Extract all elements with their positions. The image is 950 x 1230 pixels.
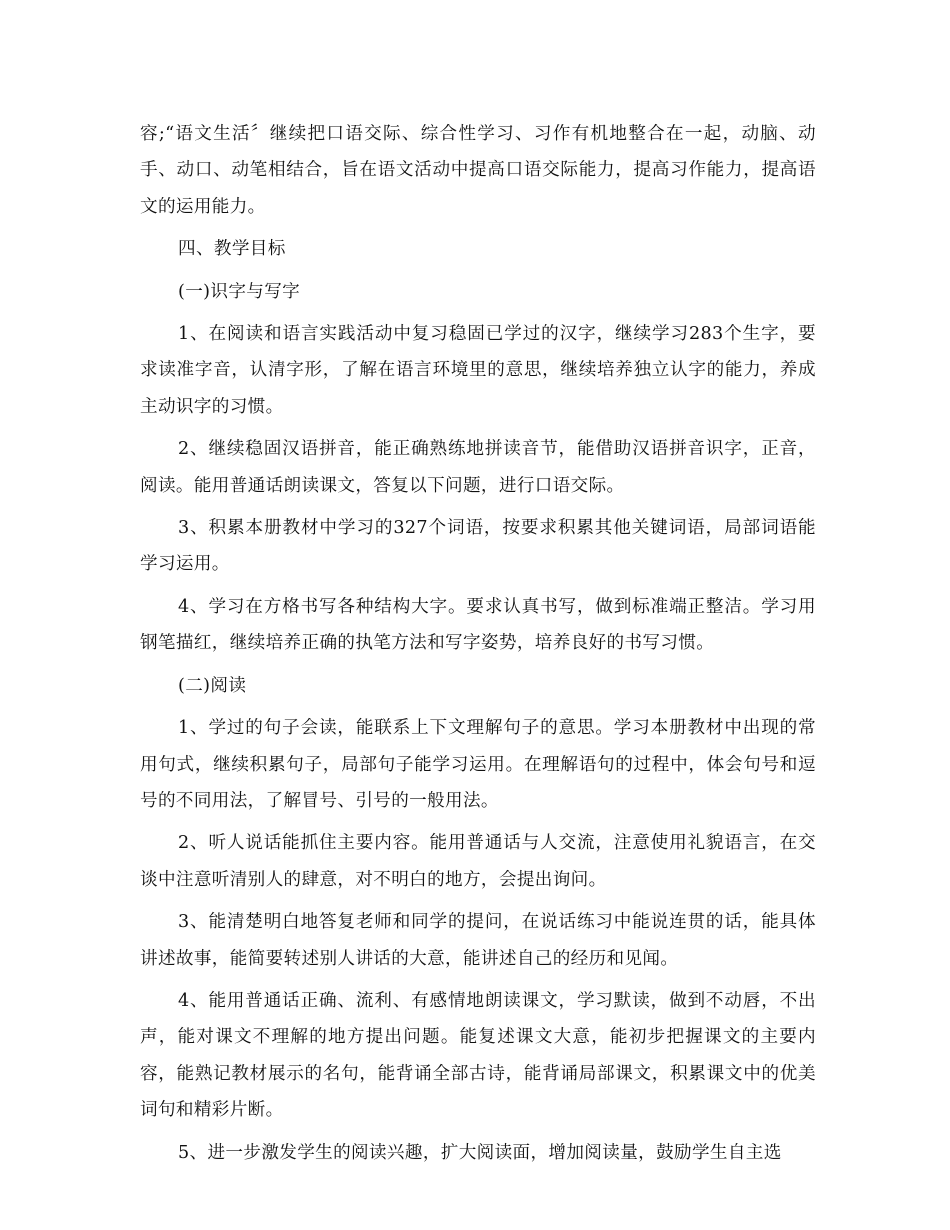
paragraph-literacy-1: 1、在阅读和语言实践活动中复习稳固已学过的汉字，继续学习283个生字，要求读准字音，认清字形，了解在语言环境里的意思，继续培养独立认字的能力，养成主动识字的习惯。 (140, 324, 816, 417)
paragraph-reading-4: 4、能用普通话正确、流利、有感情地朗读课文，学习默读，做到不动唇，不出声，能对课文不理解的地方提出问题。能复述课文大意，能初步把握课文的主要内容，能熟记教材展示的名句，能背诵全部古诗，能背诵局部课文，积累课文中的优美词句和精彩片断。 (140, 990, 816, 1121)
paragraph-literacy-2: 2、继续稳固汉语拼音，能正确熟练地拼读音节，能借助汉语拼音识字，正音，阅读。能用普通话朗读课文，答复以下问题，进行口语交际。 (140, 439, 816, 496)
paragraph-reading-5: 5、进一步激发学生的阅读兴趣，扩大阅读面，增加阅读量，鼓励学生自主选 (178, 1142, 782, 1163)
section-heading-teaching-goals: 四、教学目标 (178, 239, 286, 260)
paragraph-continued: 容;“语文生活〞继续把口语交际、综合性学习、习作有机地整合在一起，动脑、动手、动口、动笔相结合，旨在语文活动中提高口语交际能力，提高习作能力，提高语文的运用能力。 (140, 124, 816, 217)
paragraph-reading-2: 2、听人说话能抓住主要内容。能用普通话与人交流，注意使用礼貌语言，在交谈中注意听清别人的肆意，对不明白的地方，会提出询问。 (140, 833, 816, 890)
document-body (140, 116, 816, 1177)
paragraph-literacy-3: 3、积累本册教材中学习的327个词语，按要求积累其他关键词语，局部词语能学习运用。 (140, 518, 816, 575)
paragraph-reading-1: 1、学过的句子会读，能联系上下文理解句子的意思。学习本册教材中出现的常用句式，继续积累句子，局部句子能学习运用。在理解语句的过程中，体会句号和逗号的不同用法，了解冒号、引号的一般用法。 (140, 718, 816, 811)
subsection-heading-reading: (二)阅读 (178, 675, 247, 696)
subsection-heading-literacy: (一)识字与写字 (178, 281, 301, 302)
paragraph-reading-3: 3、能清楚明白地答复老师和同学的提问，在说话练习中能说连贯的话，能具体讲述故事，能简要转述别人讲话的大意，能讲述自己的经历和见闻。 (140, 912, 816, 969)
paragraph-literacy-4: 4、学习在方格书写各种结构大字。要求认真书写，做到标准端正整洁。学习用钢笔描红，继续培养正确的执笔方法和写字姿势，培养良好的书写习惯。 (140, 596, 816, 654)
